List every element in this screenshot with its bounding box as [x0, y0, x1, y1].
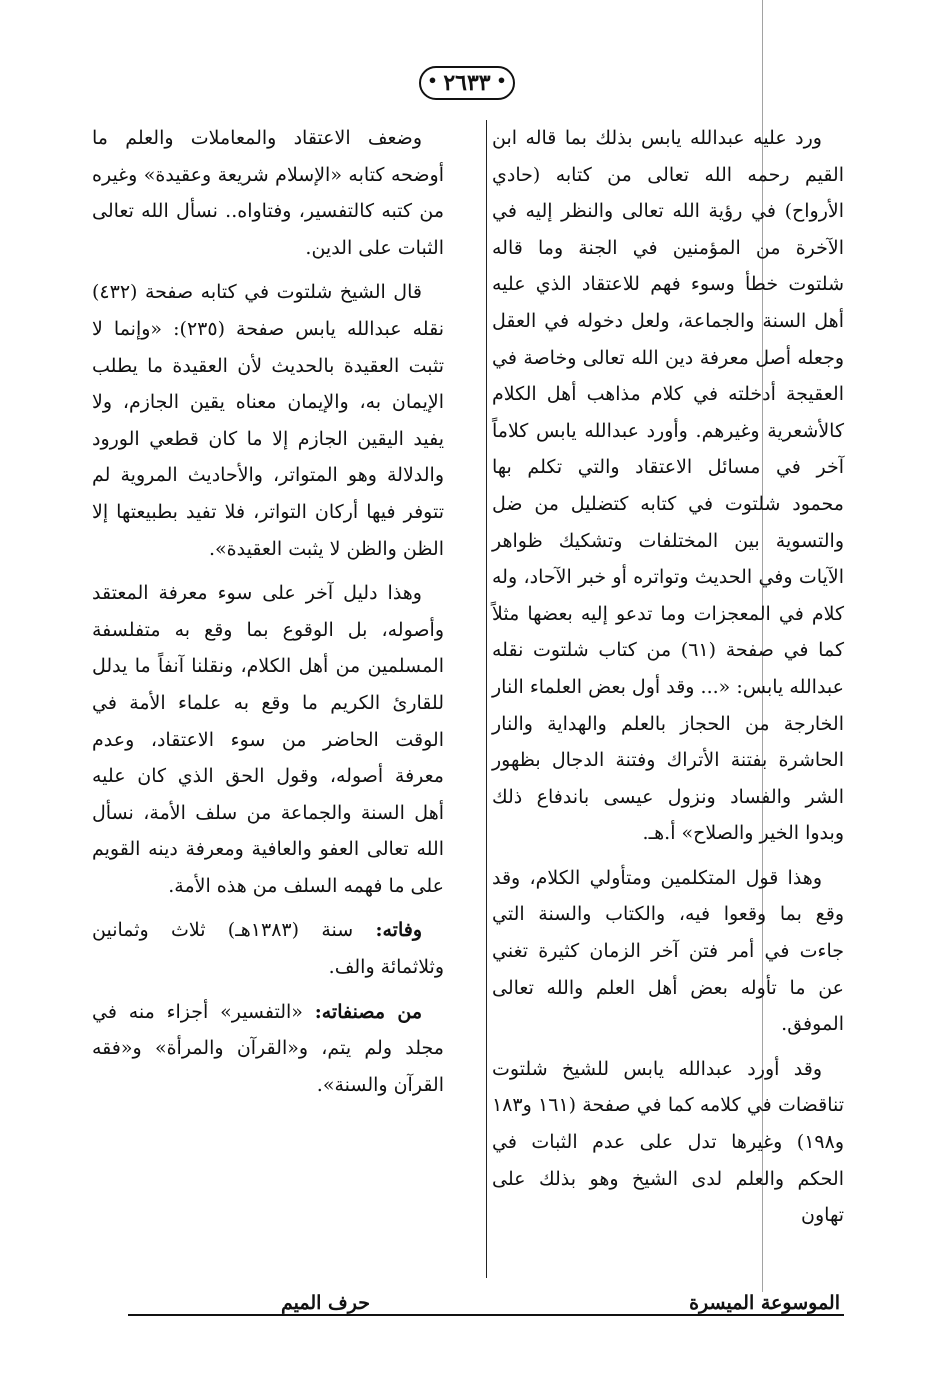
- paragraph: وضعف الاعتقاد والمعاملات والعلم ما أوضحه كتابه «الإسلام شريعة وعقيدة» وغيره من كتبه كالتفسير، وفتاواه.. نسأل الله تعالى الثبات على الدين.: [92, 127, 444, 259]
- right-column: [492, 120, 844, 1242]
- paragraph: ورد عليه عبدالله يابس بذلك بما قاله ابن القيم رحمه الله تعالى من كتابه (حادي الأرواح) في رؤية الله تعالى والنظر إليه في الآخرة من المؤمنين في الجنة وما قاله شلتوت خطأ وسوء فهم للاعتقاد الذي عليه أهل السنة والجماعة، ولعل دخوله في العقل وجعله أصل معرفة دين الله تعالى وخاصة في العقيجة أدخلته في كلام مذاهب أهل الكلام كالأشعرية وغيرهم. وأورد عبدالله يابس كلاماً آخر في مسائل الاعتقاد والتي تكلم بها محمود شلتوت في كتابه كتضليل من ضل والتسوية بين المختلفات وتشكيك ظواهر الآيات وفي الحديث وتواتره أو خبر الآحاد، وله كلام في المعجزات وما تدعو إليه بعضها مثلاً كما في صفحة (٦١) من كتاب شلتوت نقله عبدالله يابس: «... وقد أول بعض العلماء النار الخارجة من الحجاز بالعلم والهداية والنار الحاشرة بفتنة الأتراك وفتنة الدجال بظهور الشر والفساد ونزول عيسى باندفاع ذلك وبدوا الخير والصلاح» أ.هـ.: [492, 127, 845, 845]
- footer-title: الموسوعة الميسرة: [685, 1292, 844, 1314]
- works-paragraph: [92, 994, 444, 1104]
- left-column: [92, 120, 444, 1111]
- death-text: سنة (١٣٨٣هـ) ثلاث وثمانين وثلاثمائة والف.: [92, 919, 444, 979]
- page-number: • ٢٦٣٣ •: [419, 66, 514, 100]
- paragraph: وهذا دليل آخر على سوء معرفة المعتقد وأصوله، بل الوقوع بما وقع به متفلسفة المسلمين من أهل الكلام، ونقلنا آنفاً ما يدلل للقارئ الكريم ما وقع به علماء الأمة في الوقت الحاضر من سوء الاعتقاد، وعدم معرفة أصوله، وقول الحق الذي كان عليه أهل السنة والجماعة من سلف الأمة، نسأل الله تعالى العفو والعافية ومعرفة دينه القويم على ما فهمه السلف من هذه الأمة.: [92, 582, 444, 897]
- footer-rule: [128, 1314, 844, 1316]
- page-footer: [128, 1290, 844, 1320]
- footer-section: حرف الميم: [277, 1292, 374, 1314]
- works-label: من مصنفاته:: [314, 1000, 422, 1023]
- works-text: «التفسير» أجزاء منه في مجلد ولم يتم، و«القرآن والمرأة» و«فقه القرآن والسنة».: [92, 1000, 444, 1096]
- paragraph: وقد أورد عبدالله يابس للشيخ شلتوت تناقضات في كلامه كما في صفحة (١٦١ و١٨٣ و١٩٨) وغيرها تدل على عدم الثبات في الحكم والعلم لدى الشيخ وهو بذلك على تهاون: [492, 1057, 845, 1227]
- paragraph: وهذا قول المتكلمين ومتأولي الكلام، وقد وقع بما وقعوا فيه، والكتاب والسنة التي جاءت في أمر فتن آخر الزمان كثيرة تغني عن ما تأوله بعض أهل العلم والله تعالى الموفق.: [492, 866, 844, 1036]
- page-header: [0, 66, 934, 100]
- paragraph: قال الشيخ شلتوت في كتابه صفحة (٤٣٢) نقله عبدالله يابس صفحة (٢٣٥): «وإنما لا تثبت العقيدة بالحديث لأن العقيدة ما يطلب الإيمان به، والإيمان معناه يقين الجازم، ولا يفيد اليقين الجازم إلا ما كان قطعي الورود والدلالة وهو المتواتر، والأحاديث المروية لم تتوفر فيها أركان التواتر، فلا تفيد بطبيعتها إلا الظن والظن لا يثبت العقيدة».: [92, 281, 444, 560]
- death-paragraph: [92, 912, 444, 985]
- death-label: وفاته:: [375, 919, 422, 942]
- column-divider: [486, 120, 487, 1278]
